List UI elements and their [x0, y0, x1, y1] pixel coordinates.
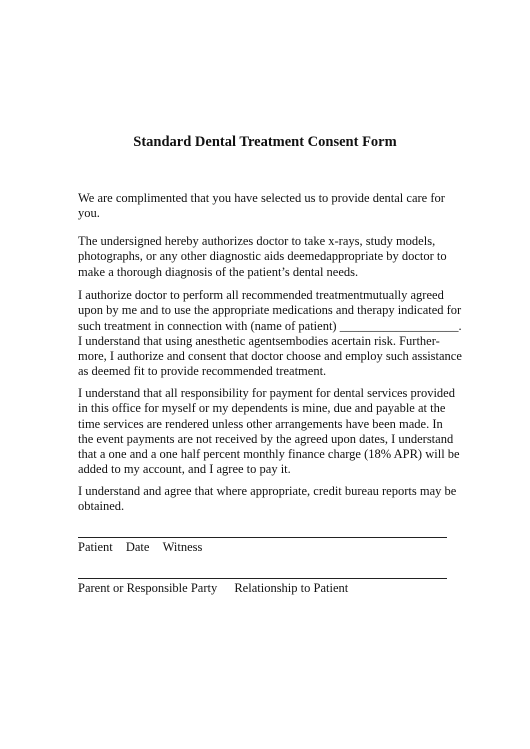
paragraph-line: I understand that using anesthetic agentsembodies acertain risk. Further- [78, 333, 440, 348]
patient-label: Patient [78, 540, 113, 554]
responsible-party-labels [78, 581, 348, 596]
paragraph-line: time services are rendered unless other arrangements have been made. In [78, 416, 443, 431]
responsible-party-signature-line[interactable] [78, 578, 447, 579]
paragraph-line: photographs, or any other diagnostic aids deemedappropriate by doctor to [78, 249, 447, 264]
responsible-party-label: Parent or Responsible Party [78, 581, 218, 595]
patient-signature-labels [78, 540, 202, 555]
paragraph-line: more, I authorize and consent that doctor choose and employ such assistance [78, 349, 462, 364]
date-label: Date [125, 540, 150, 554]
paragraph-line: upon by me and to use the appropriate medications and therapy indicated for [78, 303, 462, 318]
payment-responsibility-paragraph [78, 386, 460, 478]
treatment-authorization-paragraph [78, 288, 462, 380]
paragraph-line: as deemed fit to provide recommended treatment. [78, 364, 327, 379]
intro-paragraph [78, 191, 445, 222]
paragraph-line: such treatment in connection with (name of patient) ___________________. [78, 318, 462, 333]
relationship-label: Relationship to Patient [234, 581, 349, 595]
patient-signature-line[interactable] [78, 537, 447, 538]
diagnostic-authorization-paragraph [78, 234, 447, 280]
paragraph-line: The undersigned hereby authorizes doctor to take x-rays, study models, [78, 234, 436, 248]
paragraph-line: that a one and a one half percent monthly finance charge (18% APR) will be [78, 447, 460, 462]
paragraph-line: you. [78, 206, 100, 221]
witness-label: Witness [162, 540, 203, 554]
paragraph-line: make a thorough diagnosis of the patient’s dental needs. [78, 264, 359, 279]
paragraph-line: I authorize doctor to perform all recommended treatmentmutually agreed [78, 288, 444, 302]
credit-report-paragraph [78, 484, 456, 515]
paragraph-line: I understand and agree that where appropriate, credit bureau reports may be [78, 484, 457, 498]
paragraph-line: in this office for myself or my dependents is mine, due and payable at the [78, 401, 446, 416]
paragraph-line: the event payments are not received by the agreed upon dates, I understand [78, 431, 454, 446]
form-title: Standard Dental Treatment Consent Form [133, 134, 397, 150]
paragraph-line: obtained. [78, 499, 125, 514]
paragraph-line: We are complimented that you have selected us to provide dental care for [78, 191, 445, 205]
paragraph-line: I understand that all responsibility for payment for dental services provided [78, 386, 455, 400]
paragraph-line: added to my account, and I agree to pay it. [78, 462, 291, 477]
